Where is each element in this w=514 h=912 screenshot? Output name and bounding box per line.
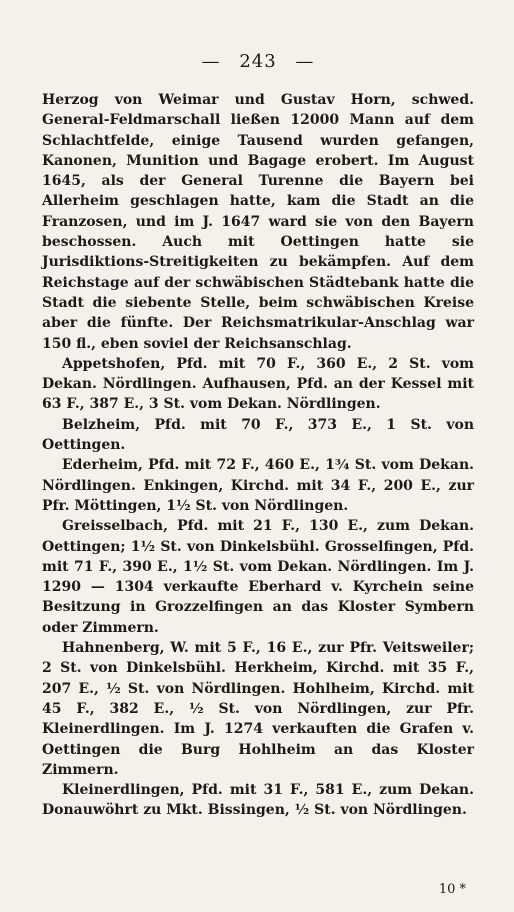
entry-ederheim: Ederheim, Pfd. mit 72 F., 460 E., 1¾ St. vom Dekan. Nördlingen. Enkingen, Kirchd. mit 34 F., 200 E., zur Pfr. Möttingen, 1½ St. von Nördlingen. [42,457,474,514]
paragraph-intro: Herzog von Weimar und Gustav Horn, schwed. General-Feldmarschall ließen 12000 Mann auf dem Schlachtfelde, einige Tausend wurden gefangen, Kanonen, Munition und Bagage erobert. Im August 1645, als der General Turenne die Bayern bei Allerheim geschlagen hatte, kam die Stadt an die Franzosen, und im J. 1647 ward sie von den Bayern beschossen. Auch mit Oettingen hatte sie Jurisdiktions-Streitigkeiten zu bekämpfen. Auf dem Reichstage auf der schwäbischen Städtebank hatte die Stadt die siebente Stelle, beim schwäbischen Kreise aber die fünfte. Der Reichsmatrikular-Anschlag war 150 fl., eben soviel der Reichsanschlag. [42,92,474,352]
entry-hahnenberg: Hahnenberg, W. mit 5 F., 16 E., zur Pfr. Veitsweiler; 2 St. von Dinkelsbühl. Herkheim, Kirchd. mit 35 F., 207 E., ½ St. von Nördlingen. Hohlheim, Kirchd. mit 45 F., 382 E., ½ St. von Nördlingen, zur Pfr. Kleinerdlingen. Im J. 1274 verkauften die Grafen v. Oettingen die Burg Hohlheim an das Kloster Zimmern. [42,640,474,778]
entry-greisselbach: Greisselbach, Pfd. mit 21 F., 130 E., zum Dekan. Oettingen; 1½ St. von Dinkelsbühl. Grosselfingen, Pfd. mit 71 F., 390 E., 1½ St. vom Dekan. Nördlingen. Im J. 1290 — 1304 verkaufte Eberhard v. Kyrchein seine Besitzung in Grozzelfingen an das Kloster Symbern oder Zimmern. [42,518,474,636]
entry-appetshofen: Appetshofen, Pfd. mit 70 F., 360 E., 2 St. vom Dekan. Nördlingen. Aufhausen, Pfd. an der Kessel mit 63 F., 387 E., 3 St. vom Dekan. Nördlingen. [42,355,474,413]
header-dash-left: — [201,51,221,72]
entry-kleinerdlingen: Kleinerdlingen, Pfd. mit 31 F., 581 E., zum Dekan. Donauwöhrt zu Mkt. Bissingen, ½ St. von Nördlingen. [42,782,474,819]
page-number: 243 [239,51,277,72]
book-page [42,52,474,897]
page-header [42,52,474,72]
header-dash-right: — [295,51,315,72]
entry-belzheim: Belzheim, Pfd. mit 70 F., 373 E., 1 St. von Oettingen. [42,416,474,454]
signature-mark: 10 * [438,882,466,897]
